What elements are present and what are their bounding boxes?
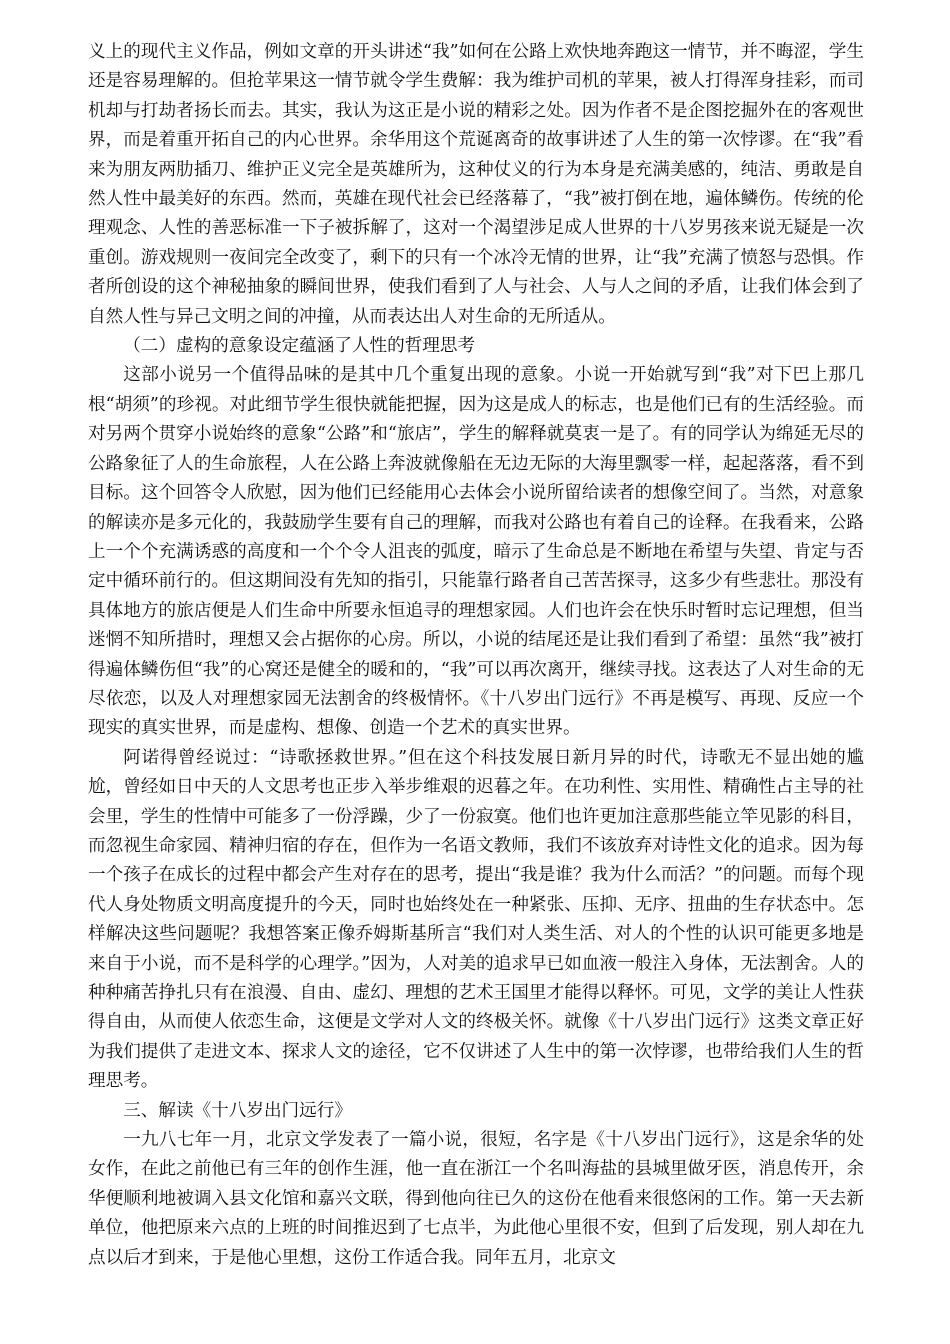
section-heading: （二）虚构的意象设定蕴涵了人性的哲理思考: [123, 336, 476, 357]
paragraph: 一九八七年一月，北京文学发表了一篇小说，很短，名字是《十八岁出门远行》，这是余华的处女作，在此之前他已有三年的创作生涯，他一直在浙江一个名叫海盐的县城里做牙医，消息传开，余华便顺利地被调入县文化馆和嘉兴文联，得到他向往已久的这份在他看来很悠闲的工作。第一天去新单位，他把原来六点的上班的时间推迟到了七点半，为此他心里很不安，但到了后发现，别人却在九点以后才到来，于是他心里想，这份工作适合我。同年五月，北京文: [88, 1130, 864, 1268]
paragraph-continuation: 义上的现代主义作品，例如文章的开头讲述“我”如何在公路上欢快地奔跑这一情节，并不晦涩，学生还是容易理解的。但抢苹果这一情节就令学生费解：我为维护司机的苹果，被人打得浑身挂彩，而司机却与打劫者扬长而去。其实，我认为这正是小说的精彩之处。因为作者不是企图挖掘外在的客观世界，而是着重开拓自己的内心世界。余华用这个荒诞离奇的故事讲述了人生的第一次悖谬。在“我”看来为朋友两肋插刀、维护正义完全是英雄所为，这种仗义的行为本身是充满美感的，纯洁、勇敢是自然人性中最美好的东西。然而，英雄在现代社会已经落幕了，“我”被打倒在地，遍体鳞伤。传统的伦理观念、人性的善恶标准一下子被拆解了，这对一个渴望涉足成人世界的十八岁男孩来说无疑是一次重创。游戏规则一夜间完全改变了，剩下的只有一个冰冷无情的世界，让“我”充满了愤怒与恐惧。作者所创设的这个神秘抽象的瞬间世界，使我们看到了人与社会、人与人之间的矛盾，让我们体会到了自然人性与异己文明之间的冲撞，从而表达出人对生命的无所适从。: [88, 42, 864, 327]
section-heading: 三、解读《十八岁出门远行》: [123, 1100, 352, 1121]
paragraph: 这部小说另一个值得品味的是其中几个重复出现的意象。小说一开始就写到“我”对下巴上那几根“胡须”的珍视。对此细节学生很快就能把握，因为这是成人的标志，也是他们已有的生活经验。而对另两个贯穿小说始终的意象“公路”和“旅店”，学生的解释就莫衷一是了。有的同学认为绵延无尽的公路象征了人的生命旅程，人在公路上奔波就像船在无边无际的大海里飘零一样，起起落落，看不到目标。这个回答令人欣慰，因为他们已经能用心去体会小说所留给读者的想像空间了。当然，对意象的解读亦是多元化的，我鼓励学生要有自己的理解，而我对公路也有着自己的诠释。在我看来，公路上一个个充满诱惑的高度和一个个令人沮丧的弧度，暗示了生命总是不断地在希望与失望、肯定与否定中循环前行的。但这期间没有先知的指引，只能靠行路者自己苦苦探寻，这多少有些悲壮。那没有具体地方的旅店便是人们生命中所要永恒追寻的理想家园。人们也许会在快乐时暂时忘记理想，但当迷惘不知所措时，理想又会占据你的心房。所以，小说的结尾还是让我们看到了希望：虽然“我”被打得遍体鳞伤但“我”的心窝还是健全的暖和的，“我”可以再次离开，继续寻找。这表达了人对生命的无尽依恋，以及人对理想家园无法割舍的终极情怀。《十八岁出门远行》不再是模写、再现、反应一个现实的真实世界，而是虚构、想像、创造一个艺术的真实世界。: [88, 365, 864, 739]
paragraph: 阿诺得曾经说过：“诗歌拯救世界。”但在这个科技发展日新月异的时代，诗歌无不显出她的尴尬，曾经如日中天的人文思考也正步入举步维艰的迟暮之年。在功利性、实用性、精确性占主导的社会里，学生的性情中可能多了一份浮躁，少了一份寂寞。他们也许更加注意那些能立竿见影的科目，而忽视生命家园、精神归宿的存在，但作为一名语文教师，我们不该放弃对诗性文化的追求。因为每一个孩子在成长的过程中都会产生对存在的思考，提出“我是谁？我为什么而活？”的问题。而每个现代人身处物质文明高度提升的今天，同时也始终处在一种紧张、压抑、无序、扭曲的生存状态中。怎样解决这些问题呢？我想答案正像乔姆斯基所言“我们对人类生活、对人的个性的认识可能更多地是来自于小说，而不是科学的心理学。”因为，人对美的追求早已如血液一般注入身体，无法割舍。人的种种痛苦挣扎只有在浪漫、自由、虚幻、理想的艺术王国里才能得以释怀。可见，文学的美让人性获得自由，从而使人依恋生命，这便是文学对人文的终极关怀。就像《十八岁出门远行》这类文章正好为我们提供了走进文本、探求人文的途径，它不仅讲述了人生中的第一次悖谬，也带给我们人生的哲理思考。: [88, 747, 864, 1092]
document-page: [88, 38, 864, 1273]
